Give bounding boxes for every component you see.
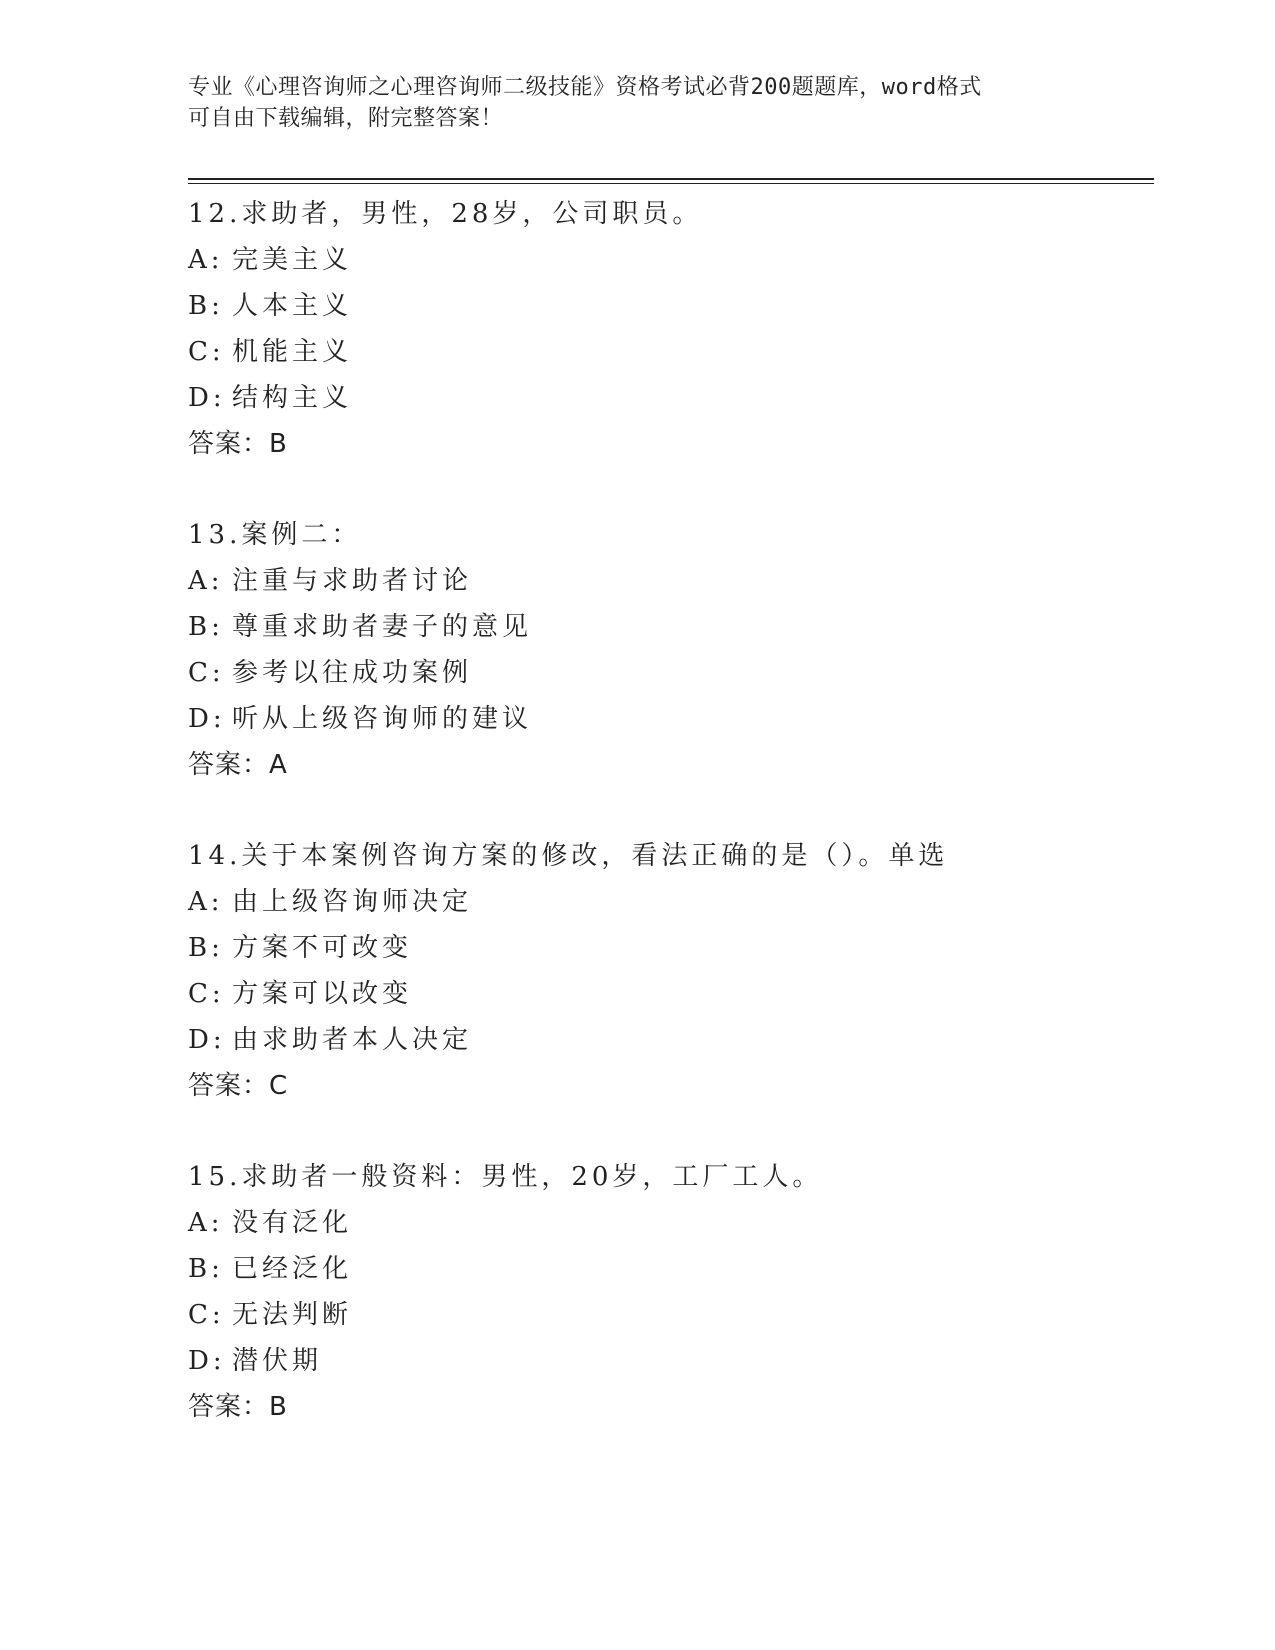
answer-label: 答案： xyxy=(188,750,270,780)
option-d xyxy=(188,1017,1154,1063)
option-c xyxy=(188,971,1154,1017)
question-stem: 13.案例二： xyxy=(188,520,362,550)
option-text: 完美主义 xyxy=(232,245,353,275)
document-header xyxy=(188,72,1088,134)
answer-line xyxy=(188,742,1154,788)
option-c xyxy=(188,1292,1154,1338)
option-d xyxy=(188,375,1154,421)
answer-value: C xyxy=(269,1071,289,1101)
option-b xyxy=(188,925,1154,971)
option-text: 无法判断 xyxy=(232,1300,353,1330)
option-letter: B: xyxy=(188,612,224,642)
option-letter: D: xyxy=(188,1025,226,1055)
header-line-2: 可自由下载编辑，附完整答案！ xyxy=(188,106,504,131)
option-text: 已经泛化 xyxy=(232,1254,353,1284)
option-letter: B: xyxy=(188,933,224,963)
option-text: 尊重求助者妻子的意见 xyxy=(232,612,533,642)
option-text: 注重与求助者讨论 xyxy=(232,566,473,596)
answer-label: 答案： xyxy=(188,1392,270,1422)
question-stem: 12.求助者，男性，28岁，公司职员。 xyxy=(188,199,703,229)
option-letter: C: xyxy=(188,337,225,367)
option-letter: A: xyxy=(188,245,224,275)
option-letter: A: xyxy=(188,887,224,917)
option-text: 机能主义 xyxy=(232,337,353,367)
question-15 xyxy=(188,1154,1154,1430)
option-text: 由上级咨询师决定 xyxy=(232,887,473,917)
option-letter: B: xyxy=(188,291,224,321)
option-b xyxy=(188,283,1154,329)
option-letter: D: xyxy=(188,704,226,734)
question-list xyxy=(188,191,1154,1475)
option-b xyxy=(188,1246,1154,1292)
option-text: 结构主义 xyxy=(232,383,353,413)
option-text: 没有泛化 xyxy=(232,1208,353,1238)
option-d xyxy=(188,1338,1154,1384)
option-b xyxy=(188,604,1154,650)
option-letter: C: xyxy=(188,979,225,1009)
option-letter: D: xyxy=(188,383,226,413)
option-a xyxy=(188,237,1154,283)
option-letter: C: xyxy=(188,658,225,688)
option-letter: B: xyxy=(188,1254,224,1284)
answer-line xyxy=(188,1063,1154,1109)
option-text: 人本主义 xyxy=(232,291,353,321)
option-letter: A: xyxy=(188,1208,224,1238)
answer-label: 答案： xyxy=(188,1071,270,1101)
question-stem: 15.求助者一般资料：男性，20岁，工厂工人。 xyxy=(188,1162,823,1192)
answer-label: 答案： xyxy=(188,429,270,459)
question-12 xyxy=(188,191,1154,467)
answer-value: A xyxy=(269,750,288,780)
answer-value: B xyxy=(269,1392,288,1422)
header-line-1: 专业《心理咨询师之心理咨询师二级技能》资格考试必背200题题库，word格式 xyxy=(188,75,982,100)
option-text: 参考以往成功案例 xyxy=(232,658,473,688)
option-d xyxy=(188,696,1154,742)
option-letter: D: xyxy=(188,1346,226,1376)
option-a xyxy=(188,558,1154,604)
answer-line xyxy=(188,421,1154,467)
question-14 xyxy=(188,833,1154,1109)
option-text: 潜伏期 xyxy=(232,1346,323,1376)
option-text: 方案不可改变 xyxy=(232,933,413,963)
option-letter: C: xyxy=(188,1300,225,1330)
option-a xyxy=(188,1200,1154,1246)
answer-value: B xyxy=(269,429,288,459)
option-letter: A: xyxy=(188,566,224,596)
option-text: 方案可以改变 xyxy=(232,979,413,1009)
option-a xyxy=(188,879,1154,925)
option-text: 听从上级咨询师的建议 xyxy=(232,704,533,734)
question-stem: 14.关于本案例咨询方案的修改，看法正确的是（）。单选 xyxy=(188,841,949,871)
option-text: 由求助者本人决定 xyxy=(232,1025,473,1055)
header-divider-thick xyxy=(188,178,1154,180)
answer-line xyxy=(188,1384,1154,1430)
header-divider-thin xyxy=(188,183,1154,184)
option-c xyxy=(188,329,1154,375)
question-13 xyxy=(188,512,1154,788)
option-c xyxy=(188,650,1154,696)
